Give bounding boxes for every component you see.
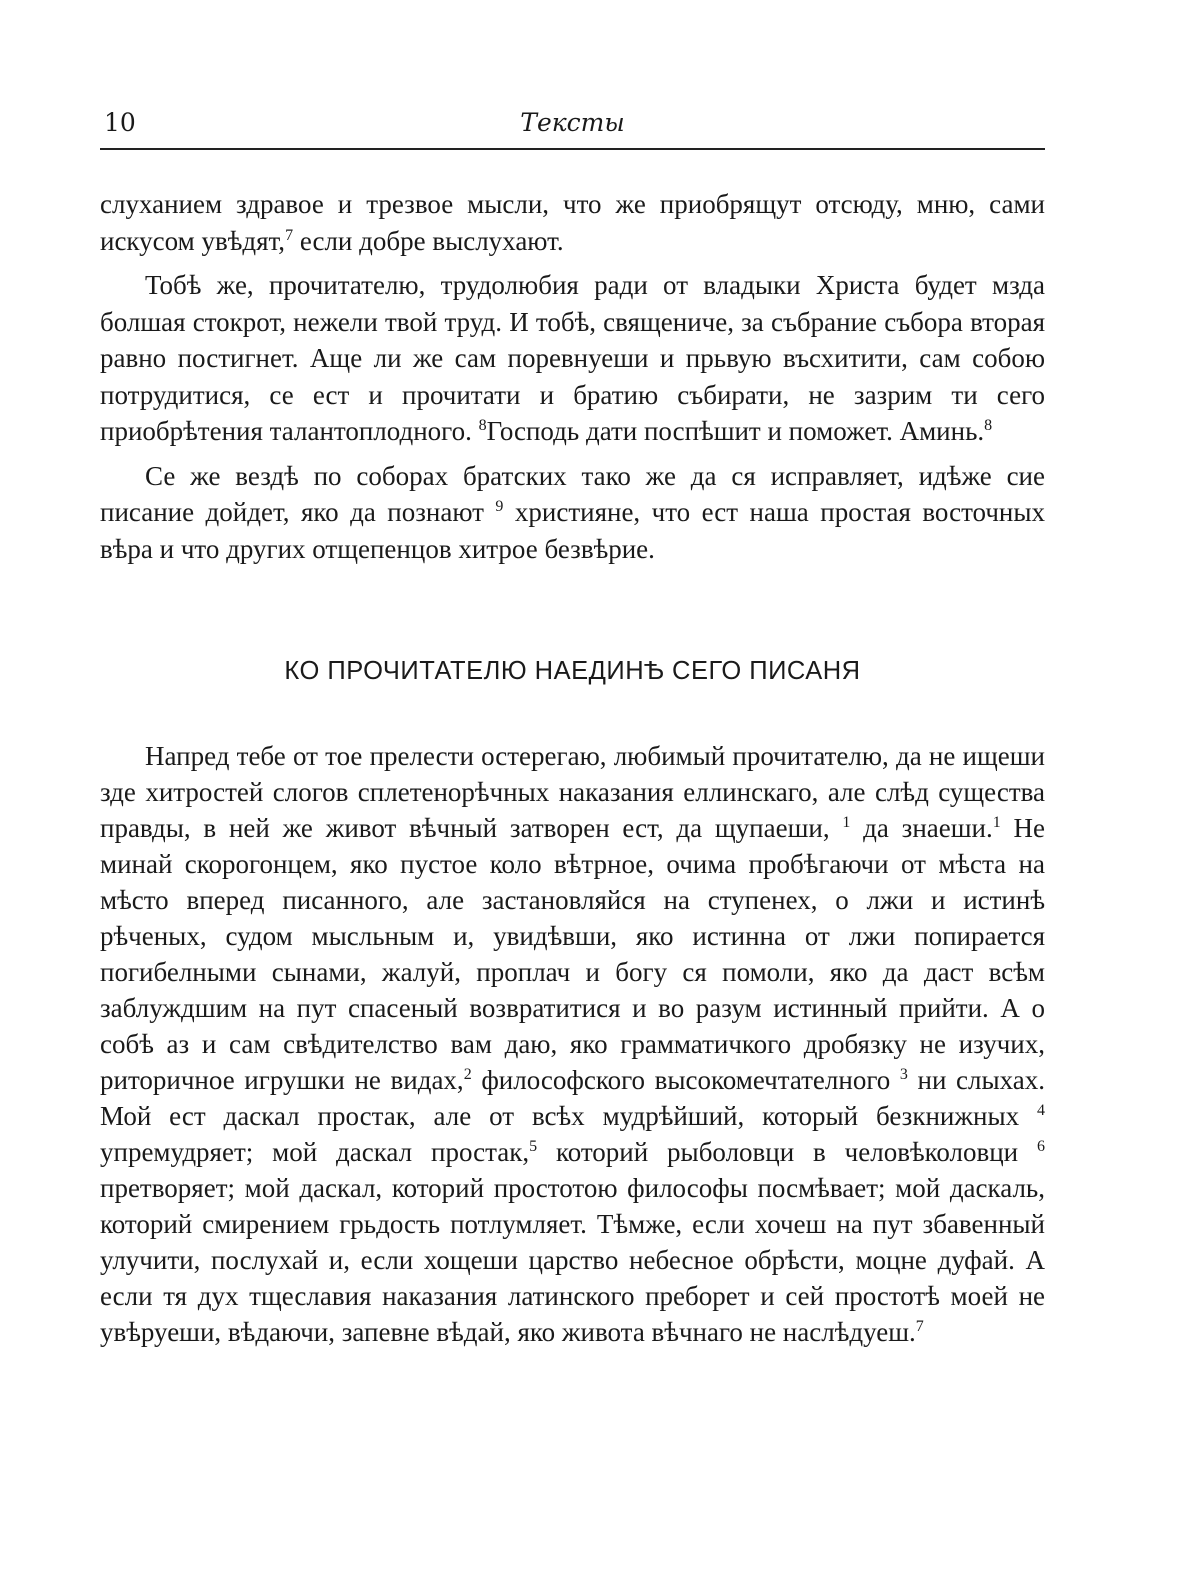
footnote-marker: 7 bbox=[285, 226, 294, 244]
footnote-marker: 4 bbox=[1037, 1102, 1045, 1119]
text-run: которий рыболовци в человѣколовци bbox=[537, 1137, 1037, 1167]
text-run: слуханием здравое и трезвое мысли, что же приобрящут отсюду, мню, сами искусом увѣдят, bbox=[100, 189, 1045, 256]
page-header bbox=[100, 100, 1045, 150]
text-run: упремудряет; мой даскал простак, bbox=[100, 1137, 530, 1167]
footnote-marker: 7 bbox=[915, 1318, 924, 1335]
text-run: Не минай скорогонцем, яко пустое коло вѣтрное, очима пробѣгаючи от мѣста на мѣсто вперед писанного, але застановляйся на ступенех, о лжи и истинѣ рѣченых, судом мысльным и, увидѣвши, яко истинна от лжи попирается погибелными сынами, жалуй, проплач и богу ся помоли, яко да даст всѣм заблуждшим на пут спасеный возвратитися и во разум истинный прийти. А о собѣ аз и сам свѣдителство вам даю, яко грамматичкого дробязку не изучих, риторичное игрушки не видах, bbox=[100, 813, 1046, 1095]
footnote-marker: 9 bbox=[495, 498, 504, 515]
text-run: Се же вездѣ по соборах братских тако же да ся исправляет, идѣже сие писание дойдет, яко да познают bbox=[100, 460, 1045, 527]
footnote-marker: 8 bbox=[478, 417, 487, 434]
footnote-marker: 1 bbox=[842, 814, 851, 831]
text-run: Тобѣ же, прочитателю, трудолюбия ради от владыки Христа будет мзда болшая стокрот, нежели твой труд. И тобѣ, священиче, за събрание събора вторая равно постигнет. Аще ли же сам поревнуеши и прьвую въсхитити, сам собою потрудитися, се ест и прочитати и братию събирати, не зазрим ти сего приобрѣтения талантоплодного. bbox=[100, 270, 1045, 446]
paragraph bbox=[100, 738, 1045, 1350]
text-run: Напред тебе от тое прелести остерегаю, любимый прочитателю, да не ищеши зде хитростей слогов сплетенорѣчных наказания еллинскаго, але слѣд существа правды, в ней же живот вѣчный затворен ест, да щупаеши, bbox=[100, 741, 1045, 843]
book-page bbox=[100, 100, 1045, 1350]
text-run: философского высокомечтателного bbox=[471, 1065, 900, 1095]
text-run: да знаеши. bbox=[850, 813, 993, 843]
paragraph bbox=[100, 267, 1045, 450]
footnote-marker: 8 bbox=[984, 417, 993, 434]
running-title: Тексты bbox=[520, 108, 625, 137]
paragraph bbox=[100, 186, 1045, 259]
text-run: если добре выслухают. bbox=[293, 225, 564, 256]
footnote-marker: 1 bbox=[992, 814, 1001, 831]
text-run: Господь дати поспѣшит и поможет. Аминь. bbox=[486, 416, 985, 446]
footnote-marker: 3 bbox=[899, 1066, 908, 1083]
footnote-marker: 5 bbox=[529, 1138, 538, 1155]
section-heading: КО ПРОЧИТАТЕЛЮ НАЕДИНѢ СЕГО ПИСАНЯ bbox=[284, 657, 861, 685]
page-number: 10 bbox=[104, 108, 136, 137]
text-run: християне, что ест наша простая восточных вѣра и что других отщепенцов хитрое безвѣрие. bbox=[100, 497, 1045, 564]
text-run: претворяет; мой даскал, которий простотою философы посмѣвает; мой даскаль, которий смирением грьдость потлумляет. Тѣмже, если хочеш на пут збавенный улучити, послухай и, если хощеши царство небесное обрѣсти, моцне дуфай. А если тя дух тщеславия наказания латинского преборет и сей простотѣ моей не увѣруеши, вѣдаючи, запевне вѣдай, яко живота вѣчнаго не наслѣдуеш. bbox=[100, 1173, 1045, 1347]
text-run: ни слыхах. Мой ест даскал простак, але от всѣх мудрѣйший, который безкнижных bbox=[100, 1065, 1045, 1131]
footnote-marker: 6 bbox=[1037, 1138, 1045, 1155]
footnote-marker: 2 bbox=[463, 1066, 472, 1083]
section-2-text bbox=[100, 738, 1045, 1350]
section-1-text bbox=[100, 186, 1045, 567]
paragraph bbox=[100, 458, 1045, 568]
